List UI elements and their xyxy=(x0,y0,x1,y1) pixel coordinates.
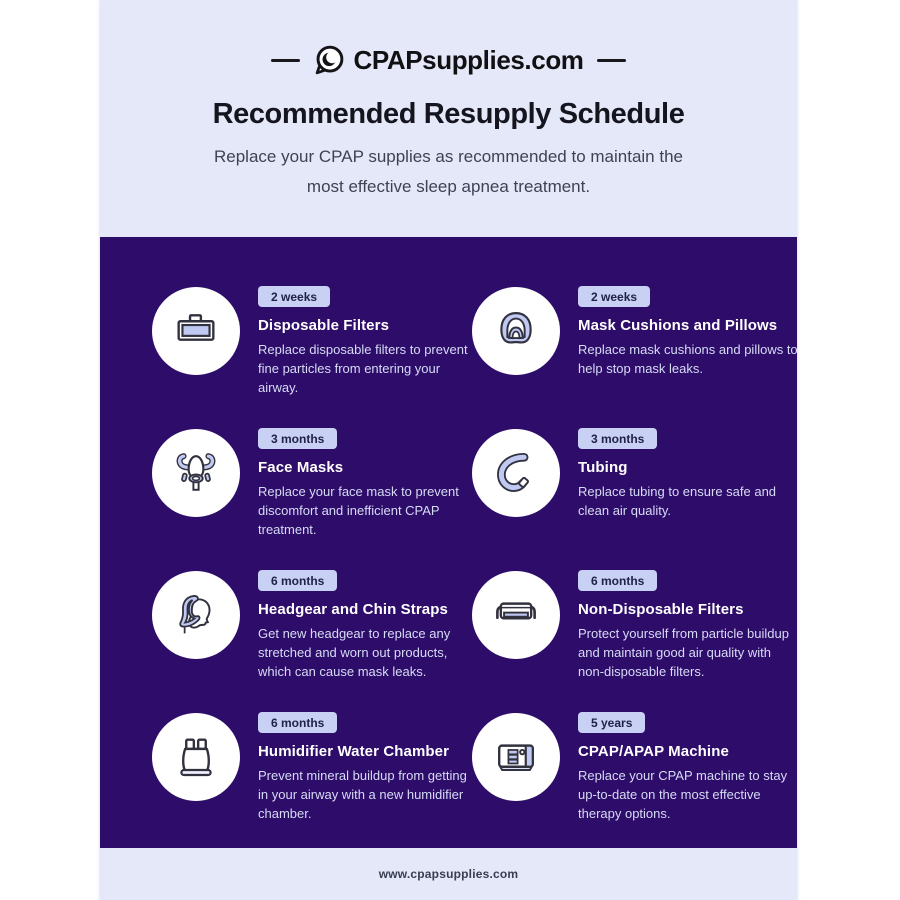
headgear-icon xyxy=(170,589,222,641)
face-mask-icon xyxy=(170,447,222,499)
item-icon-circle xyxy=(472,571,560,659)
interval-badge: 6 months xyxy=(258,712,337,733)
moon-bubble-icon xyxy=(313,44,346,77)
item-icon-circle xyxy=(152,429,240,517)
item-content xyxy=(578,285,800,378)
item-title: Headgear and Chin Straps xyxy=(258,601,448,618)
interval-badge: 6 months xyxy=(578,570,657,591)
item-description: Protect yourself from particle buildup and maintain good air quality with non-disposable filters. xyxy=(578,626,789,679)
resupply-item xyxy=(472,711,800,853)
item-content xyxy=(258,569,472,681)
item-content xyxy=(578,427,800,520)
item-icon-circle xyxy=(472,429,560,517)
interval-badge: 2 weeks xyxy=(258,286,330,307)
non-disposable-filter-icon xyxy=(490,589,542,641)
item-title: Tubing xyxy=(578,459,628,476)
resupply-item xyxy=(152,427,472,569)
item-description: Replace mask cushions and pillows to help stop mask leaks. xyxy=(578,342,798,376)
item-description: Prevent mineral buildup from getting in your airway with a new humidifier chamber. xyxy=(258,768,467,821)
item-content xyxy=(258,711,472,823)
item-description: Replace your face mask to prevent discomfort and inefficient CPAP treatment. xyxy=(258,484,459,537)
resupply-item xyxy=(152,569,472,711)
item-description: Replace tubing to ensure safe and clean air quality. xyxy=(578,484,777,518)
resupply-item xyxy=(472,569,800,711)
item-description: Replace your CPAP machine to stay up-to-date on the most effective therapy options. xyxy=(578,768,788,821)
item-icon-circle xyxy=(152,287,240,375)
footer-url: www.cpapsupplies.com xyxy=(378,867,519,881)
item-title: Disposable Filters xyxy=(258,317,390,334)
tubing-icon xyxy=(490,447,542,499)
logo-text: CPAPsupplies.com xyxy=(353,45,584,75)
schedule-panel xyxy=(100,237,797,848)
item-description: Get new headgear to replace any stretched and worn out products, which can cause mask leaks. xyxy=(258,626,451,679)
page-title: Recommended Resupply Schedule xyxy=(212,98,685,130)
item-title: Face Masks xyxy=(258,459,344,476)
resupply-item xyxy=(152,711,472,853)
interval-badge: 5 years xyxy=(578,712,645,733)
item-title: Non-Disposable Filters xyxy=(578,601,744,618)
resupply-item xyxy=(472,285,800,427)
item-title: CPAP/APAP Machine xyxy=(578,743,729,760)
page xyxy=(100,0,797,900)
footer xyxy=(100,848,797,900)
schedule-grid xyxy=(100,237,797,853)
logo-divider-right xyxy=(597,59,626,62)
mask-cushion-icon xyxy=(490,305,542,357)
interval-badge: 2 weeks xyxy=(578,286,650,307)
item-content xyxy=(258,285,472,397)
item-icon-circle xyxy=(472,287,560,375)
item-description: Replace disposable filters to prevent fine particles from entering your airway. xyxy=(258,342,468,395)
item-icon-circle xyxy=(152,571,240,659)
logo-row xyxy=(100,0,797,77)
item-content xyxy=(578,711,800,823)
page-subtitle: Replace your CPAP supplies as recommended to maintain the most effective sleep apnea treatment. xyxy=(213,147,683,196)
logo-divider-left xyxy=(271,59,300,62)
cpap-machine-icon xyxy=(490,731,542,783)
humidifier-icon xyxy=(170,731,222,783)
item-content xyxy=(258,427,472,539)
item-icon-circle xyxy=(472,713,560,801)
item-icon-circle xyxy=(152,713,240,801)
interval-badge: 6 months xyxy=(258,570,337,591)
interval-badge: 3 months xyxy=(578,428,657,449)
resupply-item xyxy=(152,285,472,427)
item-content xyxy=(578,569,800,681)
item-title: Humidifier Water Chamber xyxy=(258,743,450,760)
resupply-item xyxy=(472,427,800,569)
disposable-filter-icon xyxy=(170,305,222,357)
item-title: Mask Cushions and Pillows xyxy=(578,317,778,334)
logo xyxy=(313,44,583,77)
interval-badge: 3 months xyxy=(258,428,337,449)
